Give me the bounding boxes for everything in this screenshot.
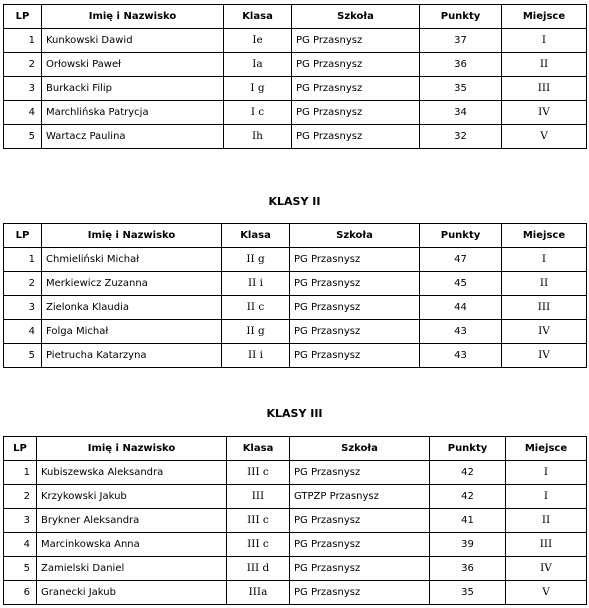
cell-klasa: III — [227, 485, 290, 509]
table-row — [4, 29, 587, 53]
cell-miejsce: I — [506, 461, 587, 485]
cell-lp: 3 — [4, 296, 42, 320]
table-header-row — [4, 5, 587, 29]
cell-miejsce: IV — [502, 101, 587, 125]
cell-klasa: III c — [227, 509, 290, 533]
cell-lp: 2 — [4, 53, 42, 77]
cell-punkty: 37 — [420, 29, 502, 53]
cell-name: Merkiewicz Zuzanna — [42, 272, 222, 296]
cell-name: Marchlińska Patrycja — [42, 101, 224, 125]
cell-szkola: PG Przasnysz — [292, 125, 420, 149]
cell-punkty: 45 — [420, 272, 502, 296]
table-row — [4, 344, 587, 368]
header-miejsce: Miejsce — [506, 437, 587, 461]
cell-miejsce: II — [502, 272, 587, 296]
header-name: Imię i Nazwisko — [42, 5, 224, 29]
cell-name: Krzykowski Jakub — [37, 485, 227, 509]
cell-szkola: PG Przasnysz — [292, 53, 420, 77]
table-row — [4, 53, 587, 77]
cell-miejsce: V — [502, 125, 587, 149]
table-row — [4, 509, 587, 533]
table-row — [4, 461, 587, 485]
header-punkty: Punkty — [430, 437, 506, 461]
cell-name: Marcinkowska Anna — [37, 533, 227, 557]
header-name: Imię i Nazwisko — [37, 437, 227, 461]
section-heading-klasy-iii: KLASY III — [266, 407, 323, 420]
cell-lp: 4 — [4, 101, 42, 125]
cell-name: Wartacz Paulina — [42, 125, 224, 149]
cell-klasa: II c — [222, 296, 290, 320]
header-punkty: Punkty — [420, 5, 502, 29]
cell-szkola: PG Przasnysz — [292, 77, 420, 101]
cell-punkty: 41 — [430, 509, 506, 533]
cell-klasa: II i — [222, 272, 290, 296]
cell-punkty: 35 — [430, 581, 506, 605]
cell-lp: 1 — [4, 29, 42, 53]
header-szkola: Szkoła — [290, 224, 420, 248]
table-row — [4, 248, 587, 272]
cell-szkola: PG Przasnysz — [290, 581, 430, 605]
cell-miejsce: II — [506, 509, 587, 533]
cell-name: Granecki Jakub — [37, 581, 227, 605]
cell-lp: 2 — [4, 272, 42, 296]
header-lp: LP — [4, 224, 42, 248]
cell-name: Kunkowski Dawid — [42, 29, 224, 53]
cell-punkty: 43 — [420, 320, 502, 344]
cell-lp: 4 — [4, 533, 37, 557]
cell-miejsce: III — [502, 77, 587, 101]
cell-szkola: PG Przasnysz — [290, 461, 430, 485]
cell-klasa: III c — [227, 461, 290, 485]
cell-punkty: 32 — [420, 125, 502, 149]
cell-punkty: 42 — [430, 461, 506, 485]
cell-punkty: 36 — [420, 53, 502, 77]
cell-szkola: PG Przasnysz — [290, 533, 430, 557]
cell-punkty: 39 — [430, 533, 506, 557]
cell-lp: 5 — [4, 125, 42, 149]
header-klasa: Klasa — [222, 224, 290, 248]
cell-miejsce: IV — [506, 557, 587, 581]
cell-punkty: 34 — [420, 101, 502, 125]
cell-szkola: PG Przasnysz — [290, 248, 420, 272]
cell-miejsce: II — [502, 53, 587, 77]
cell-miejsce: V — [506, 581, 587, 605]
cell-punkty: 44 — [420, 296, 502, 320]
header-szkola: Szkoła — [292, 5, 420, 29]
cell-szkola: PG Przasnysz — [290, 509, 430, 533]
cell-szkola: PG Przasnysz — [290, 320, 420, 344]
table-row — [4, 296, 587, 320]
cell-punkty: 35 — [420, 77, 502, 101]
cell-szkola: PG Przasnysz — [290, 296, 420, 320]
cell-szkola: PG Przasnysz — [292, 101, 420, 125]
cell-klasa: Ia — [224, 53, 292, 77]
cell-lp: 3 — [4, 509, 37, 533]
cell-name: Zielonka Klaudia — [42, 296, 222, 320]
cell-lp: 1 — [4, 461, 37, 485]
header-klasa: Klasa — [227, 437, 290, 461]
table-header-row — [4, 224, 587, 248]
table-row — [4, 533, 587, 557]
cell-lp: 2 — [4, 485, 37, 509]
header-lp: LP — [4, 437, 37, 461]
results-table-klasy-ii — [3, 223, 587, 368]
cell-name: Folga Michał — [42, 320, 222, 344]
cell-szkola: PG Przasnysz — [292, 29, 420, 53]
table-row — [4, 581, 587, 605]
cell-klasa: III c — [227, 533, 290, 557]
cell-szkola: PG Przasnysz — [290, 272, 420, 296]
cell-miejsce: IV — [502, 320, 587, 344]
cell-name: Kubiszewska Aleksandra — [37, 461, 227, 485]
cell-punkty: 36 — [430, 557, 506, 581]
header-punkty: Punkty — [420, 224, 502, 248]
cell-szkola: PG Przasnysz — [290, 344, 420, 368]
cell-klasa: IIIa — [227, 581, 290, 605]
header-szkola: Szkoła — [290, 437, 430, 461]
cell-klasa: III d — [227, 557, 290, 581]
header-klasa: Klasa — [224, 5, 292, 29]
table-row — [4, 485, 587, 509]
results-table-klasy-iii — [3, 436, 587, 605]
cell-klasa: II i — [222, 344, 290, 368]
cell-miejsce: III — [502, 296, 587, 320]
cell-klasa: I c — [224, 101, 292, 125]
header-lp: LP — [4, 5, 42, 29]
cell-lp: 1 — [4, 248, 42, 272]
cell-lp: 5 — [4, 557, 37, 581]
header-name: Imię i Nazwisko — [42, 224, 222, 248]
table-row — [4, 125, 587, 149]
cell-szkola: PG Przasnysz — [290, 557, 430, 581]
cell-klasa: Ih — [224, 125, 292, 149]
header-miejsce: Miejsce — [502, 224, 587, 248]
table-header-row — [4, 437, 587, 461]
cell-name: Orłowski Paweł — [42, 53, 224, 77]
cell-miejsce: IV — [502, 344, 587, 368]
cell-klasa: Ie — [224, 29, 292, 53]
cell-klasa: I g — [224, 77, 292, 101]
cell-name: Burkacki Filip — [42, 77, 224, 101]
cell-name: Zamielski Daniel — [37, 557, 227, 581]
table-row — [4, 272, 587, 296]
cell-punkty: 42 — [430, 485, 506, 509]
cell-szkola: GTPZP Przasnysz — [290, 485, 430, 509]
cell-punkty: 47 — [420, 248, 502, 272]
cell-lp: 5 — [4, 344, 42, 368]
cell-miejsce: III — [506, 533, 587, 557]
section-heading-klasy-ii: KLASY II — [268, 195, 321, 208]
header-miejsce: Miejsce — [502, 5, 587, 29]
cell-lp: 4 — [4, 320, 42, 344]
cell-miejsce: I — [502, 248, 587, 272]
table-row — [4, 557, 587, 581]
results-table-klasy-i — [3, 4, 587, 149]
cell-lp: 3 — [4, 77, 42, 101]
cell-klasa: II g — [222, 320, 290, 344]
cell-name: Brykner Aleksandra — [37, 509, 227, 533]
table-row — [4, 101, 587, 125]
cell-miejsce: I — [506, 485, 587, 509]
table-row — [4, 320, 587, 344]
cell-name: Pietrucha Katarzyna — [42, 344, 222, 368]
cell-punkty: 43 — [420, 344, 502, 368]
cell-klasa: II g — [222, 248, 290, 272]
cell-lp: 6 — [4, 581, 37, 605]
table-row — [4, 77, 587, 101]
cell-name: Chmieliński Michał — [42, 248, 222, 272]
cell-miejsce: I — [502, 29, 587, 53]
